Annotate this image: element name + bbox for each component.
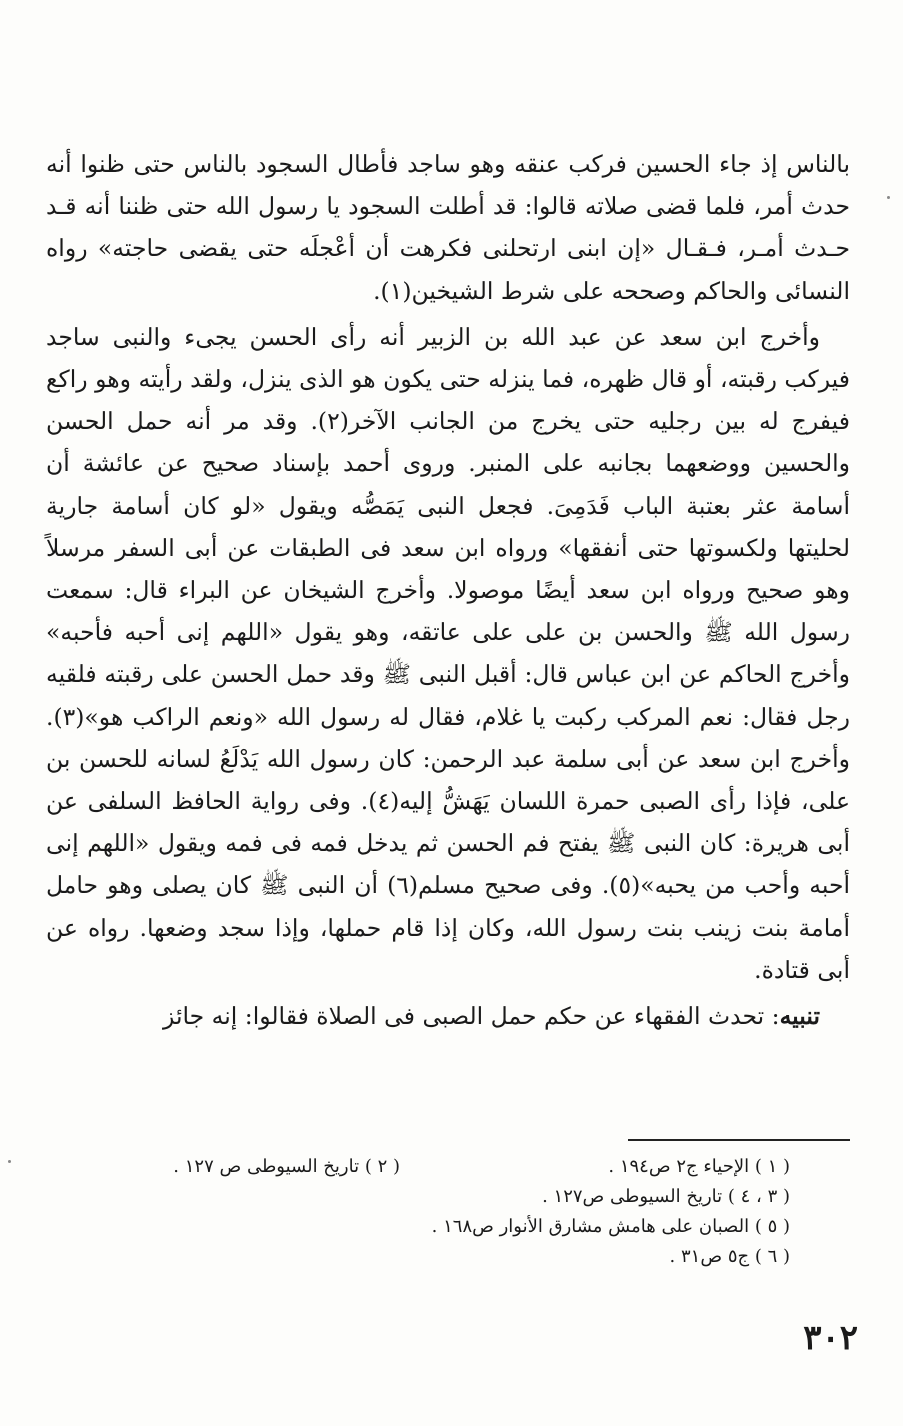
- footnote-1: ( ١ ) الإحياء ج٢ ص١٩٤ .: [608, 1156, 790, 1177]
- page-number: ٣٠٢: [803, 1318, 858, 1358]
- footnote-5: ( ٥ ) الصبان على هامش مشارق الأنوار ص١٦٨ .: [431, 1216, 790, 1237]
- footnote-2: ( ٢ ) تاريخ السيوطى ص ١٢٧ .: [173, 1156, 400, 1177]
- footnote-6: ( ٦ ) ج٥ ص٣١ .: [669, 1246, 790, 1267]
- tanbih-text: : تحدث الفقهاء عن حكم حمل الصبى فى الصلاة فقالوا: إنه جائز: [162, 1002, 780, 1031]
- footnote-row: [100, 1182, 790, 1212]
- paragraph-tanbih: [46, 995, 850, 1037]
- footnote-row: [100, 1242, 790, 1272]
- main-text: [46, 143, 850, 1037]
- paragraph-2: وأخرج ابن سعد عن عبد الله بن الزبير أنه رأى الحسن يجىء والنبى ساجد فيركب رقبته، أو قال ظهره، فما ينزله حتى يكون هو الذى ينزل، ولقد رأيته وهو راكع فيفرج له بين رجليه حتى يخرج من الجانب الآخر(٢). وقد مر أنه حمل الحسن والحسين ووضعهما بجانبه على المنبر. وروى أحمد بإسناد صحيح عن عائشة أن أسامة عثر بعتبة الباب فَدَمِىَ. فجعل النبى يَمَصُّه ويقول «لو كان أسامة جارية لحليتها ولكسوتها حتى أنفقها» ورواه ابن سعد فى الطبقات عن أبى السفر مرسلاً وهو صحيح ورواه ابن سعد أيضًا موصولا. وأخرج الشيخان عن البراء قال: سمعت رسول الله ﷺ والحسن بن على على عاتقه، وهو يقول «اللهم إنى أحبه فأحبه» وأخرج الحاكم عن ابن عباس قال: أقبل النبى ﷺ وقد حمل الحسن على رقبته فلقيه رجل فقال: نعم المركب ركبت يا غلام، فقال له رسول الله «ونعم الراكب هو»(٣). وأخرج ابن سعد عن أبى سلمة عبد الرحمن: كان رسول الله يَدْلَعُ لسانه للحسن بن على، فإذا رأى الصبى حمرة اللسان يَهَشُّ إليه(٤). وفى رواية الحافظ السلفى عن أبى هريرة: كان النبى ﷺ يفتح فم الحسن ثم يدخل فمه فى فمه ويقول «اللهم إنى أحبه وأحب من يحبه»(٥). وفى صحيح مسلم(٦) أن النبى ﷺ كان يصلى وهو حامل أمامة بنت زينب بنت رسول الله، وكان إذا قام حملها، وإذا سجد وضعها. رواه عن أبى قتادة.: [46, 322, 850, 984]
- scan-speck: [887, 196, 890, 199]
- paragraph-1: بالناس إذ جاء الحسين فركب عنقه وهو ساجد فأطال السجود بالناس حتى ظنوا أنه حدث أمر، فلما قضى صلاته قالوا: قد أطلت السجود يا رسول الله حتى ظننا أنه قـد حـدث أمـر، فـقـال «إن ابنى ارتحلنى فكرهت أن أعْجلَه حتى يقضى حاجته» رواه النسائى والحاكم وصححه على شرط الشيخين(١).: [46, 150, 850, 305]
- scan-speck: [8, 1160, 11, 1163]
- footnote-row: [100, 1152, 790, 1182]
- footnote-divider: [628, 1139, 850, 1141]
- footnotes: [100, 1152, 790, 1272]
- tanbih-label: تنبيه: [779, 1002, 820, 1031]
- footnote-row: [100, 1212, 790, 1242]
- footnote-3-4: ( ٣ ، ٤ ) تاريخ السيوطى ص١٢٧ .: [542, 1186, 790, 1207]
